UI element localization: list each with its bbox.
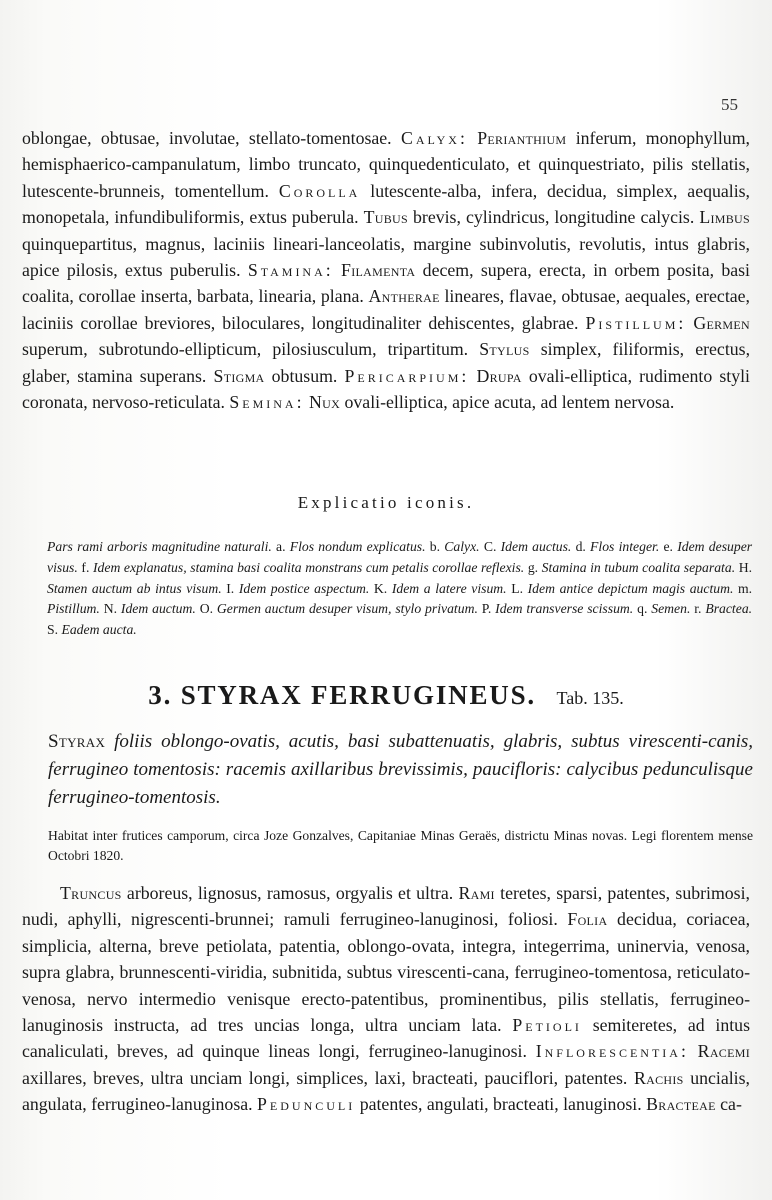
figure-letter: L. — [511, 580, 524, 596]
term-semina: Semina: — [229, 392, 305, 413]
text-run: arboreus, lignosus, ramosus, orgyalis et ultra. — [126, 883, 454, 903]
species-number: 3. — [148, 680, 173, 710]
figure-letter: b. — [429, 539, 441, 554]
explicatio-title: Explicatio iconis. — [297, 493, 475, 512]
text-run: quinquepartitus, magnus, laciniis lineari-lanceolatis, margine subinvolutis, revolutis, intus glabris, apice pilosis, extus puberulis. — [22, 233, 750, 281]
species-name: STYRAX FERRUGINEUS. — [180, 680, 536, 710]
figure-caption: Stamina in tubum coalita separata. — [541, 559, 736, 575]
term-truncus: Truncus — [60, 883, 122, 903]
text-run: lineares, flavae, obtusae, aequales, erectae, laciniis corollae breviores, biloculares, longitudinaliter dehiscentes, glabrae. — [22, 286, 750, 333]
text-run: decem, supera, erecta, in orbem posita, basi coalita, corollae inserta, barbata, linearia, plana. — [22, 260, 750, 307]
text-run: patentes, angulati, bracteati, lanuginosi. — [359, 1094, 642, 1115]
diagnosis-genus: Styrax — [48, 731, 106, 752]
figure-caption: Flos integer. — [590, 539, 660, 554]
figure-letter: e. — [663, 539, 673, 554]
term-inflorescentia: Inflorescentia: — [535, 1041, 689, 1062]
explicatio-iconis — [47, 537, 752, 641]
text-run: ovali-elliptica, rudimento styli coronata, nervoso-reticulata. — [22, 365, 750, 413]
text-run: uncialis, angulata, ferrugineo-lanuginosa. — [22, 1067, 750, 1115]
figure-letter: f. — [81, 559, 90, 575]
term-rami: Rami — [458, 883, 495, 903]
figure-letter: m. — [738, 580, 753, 596]
plate-reference: Tab. 135. — [556, 688, 624, 708]
flower-description-block — [22, 125, 750, 415]
figure-letter: S. — [47, 622, 59, 638]
text-run: axillares, breves, ultra unciam longi, simplices, laxi, bracteati, pauciflori, patentes. — [22, 1067, 628, 1088]
figure-caption: Semen. — [651, 601, 691, 617]
term-tubus: Tubus — [363, 207, 408, 228]
figure-caption: Germen auctum desuper visum, stylo privatum. — [216, 601, 478, 617]
figure-caption: Idem antice depictum magis auctum. — [527, 580, 734, 596]
figure-caption: Idem desuper visus. — [47, 539, 753, 575]
term-perianthium: Perianthium — [477, 128, 567, 148]
term-bracteae: Bracteae — [646, 1094, 716, 1115]
term-stylus: Stylus — [479, 339, 530, 360]
term-pistillum: Pistillum: — [585, 312, 687, 333]
term-pericarpium: Pericarpium: — [344, 365, 470, 386]
species-description — [22, 880, 750, 1118]
figure-letter: r. — [694, 601, 702, 617]
term-drupa: Drupa — [476, 365, 522, 386]
figure-caption: Idem auctum. — [120, 601, 196, 617]
figure-caption: Idem explanatus, stamina basi coalita monstrans cum petalis corollae reflexis. — [92, 559, 525, 575]
figure-letter: N. — [103, 601, 118, 617]
figure-letter: P. — [481, 601, 492, 617]
figure-caption: Stamen auctum ab intus visum. — [47, 580, 222, 596]
term-folia: Folia — [567, 909, 608, 930]
figure-letter: d. — [575, 539, 586, 554]
term-calyx: Calyx: — [400, 128, 468, 148]
term-stigma: Stigma — [213, 365, 265, 386]
plate-caption: Pars rami arboris magnitudine naturali. — [47, 539, 272, 554]
figure-letter: a. — [276, 539, 286, 554]
term-limbus: Limbus — [699, 207, 750, 228]
species-diagnosis — [48, 728, 753, 812]
term-nux: Nux — [308, 392, 341, 413]
flower-description-paragraph — [22, 125, 750, 415]
figure-letter: K. — [373, 580, 388, 596]
diagnosis-text: foliis oblongo-ovatis, acutis, basi subattenuatis, glabris, subtus virescenti-canis, ferrugineo tomentosis: racemis axillaribus brevissimis, paucifloris: calycibus pedunculisque ferrugineo-tomentosis. — [48, 731, 753, 808]
text-run: semiteretes, ad intus canaliculati, breves, ad quinque lineas longi, ferrugineo-lanuginosi. — [22, 1015, 750, 1062]
term-corolla: Corolla — [278, 180, 361, 201]
figure-caption: Idem auctus. — [500, 539, 572, 554]
text-run: superum, subrotundo-ellipticum, pilosiusculum, tripartitum. — [22, 339, 469, 360]
figure-letter: g. — [527, 559, 539, 575]
habitat-note: Habitat inter frutices camporum, circa Joze Gonzalves, Capitaniae Minas Geraës, districtu Minas novas. Legi florentem mense Octobri 1820. — [48, 828, 753, 863]
term-filamenta: Filamenta — [341, 260, 416, 281]
figure-caption: Calyx. — [444, 539, 480, 554]
text-run: ovali-elliptica, apice acuta, ad lentem nervosa. — [344, 392, 675, 413]
figure-letter: I. — [226, 580, 235, 596]
term-racemi: Racemi — [697, 1041, 750, 1062]
figure-letter: q. — [637, 601, 648, 617]
text-run: decidua, coriacea, simplicia, alterna, breve petiolata, patentia, oblongo-ovata, integra, integerrima, uninervia, venosa, supra glabra, brunnescenti-viridia, subnitida, subtus virescenti-cana, ferrugineo-tomentosa, reticulato-venosa, nervo intermedio venisque erecto-patentibus, prominentibus, pilis stellatis, ferrugineo-lanuginosis instructa, ad tres uncias longa, ultra unciam lata. — [22, 909, 751, 1036]
term-petioli: Petioli — [512, 1015, 582, 1036]
figure-caption: Flos nondum explicatus. — [289, 539, 426, 554]
figure-caption: Idem postice aspectum. — [238, 580, 370, 596]
text-run: teretes, sparsi, patentes, subrimosi, nudi, aphylli, nigrescenti-brunnei; ramuli ferrugineo-lanuginosi, foliosi. — [22, 883, 750, 930]
figure-caption: Eadem aucta. — [61, 622, 137, 638]
text-run: obtusum. — [271, 365, 338, 386]
species-heading — [0, 680, 772, 711]
text-run: brevis, cylindricus, longitudine calycis. — [413, 207, 695, 228]
figure-letter: C. — [483, 539, 497, 554]
term-antherae: Antherae — [368, 286, 440, 307]
figure-letter: O. — [199, 601, 213, 617]
term-pedunculi: Pedunculi — [257, 1094, 356, 1115]
text-run: oblongae, obtusae, involutae, stellato-tomentosae. — [22, 128, 392, 148]
figure-caption: Bractea. — [705, 601, 753, 617]
figure-caption: Idem transverse scissum. — [495, 601, 634, 617]
term-stamina: Stamina: — [247, 260, 334, 281]
figure-caption: Pistillum. — [47, 601, 100, 617]
text-run: simplex, filiformis, erectus, glaber, stamina superans. — [22, 339, 751, 386]
term-rachis: Rachis — [633, 1067, 684, 1088]
term-germen: Germen — [693, 312, 751, 333]
figure-letter: H. — [738, 559, 753, 575]
text-run: inferum, monophyllum, hemisphaerico-campanulatum, limbo truncato, quinquedenticulato, et quinquestriato, pilis stellatis, lutescente-brunneis, tomentellum. — [22, 128, 750, 201]
figure-caption: Idem a latere visum. — [391, 580, 507, 596]
text-run: lutescente-alba, infera, decidua, simplex, aequalis, monopetala, infundibuliformis, extus puberula. — [22, 180, 751, 228]
text-run: ca- — [720, 1094, 742, 1115]
page-number: 55 — [721, 95, 738, 114]
